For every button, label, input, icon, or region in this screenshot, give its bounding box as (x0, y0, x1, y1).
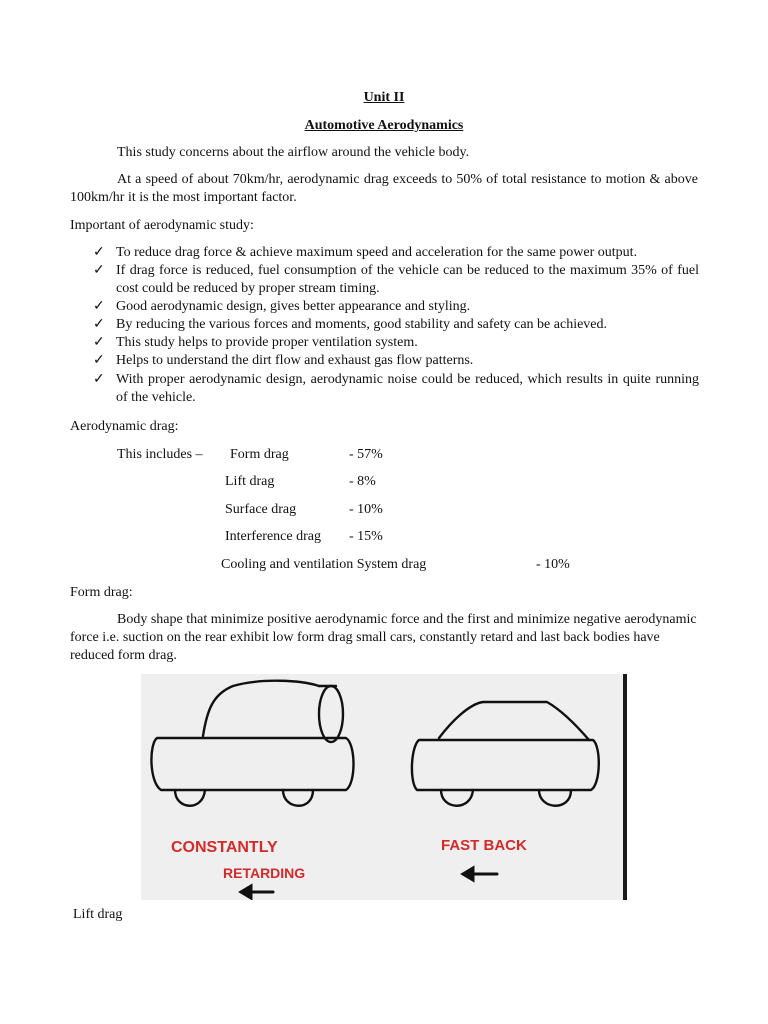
list-item: This study helps to provide proper ventilation system. (116, 335, 418, 350)
check-icon: ✓ (93, 372, 105, 387)
check-icon: ✓ (93, 245, 105, 260)
drag-intro: This includes – (117, 447, 203, 462)
car-shapes-figure (141, 674, 628, 900)
list-item: Helps to understand the dirt flow and exhaust gas flow patterns. (116, 353, 474, 368)
drag-item-name: Cooling and ventilation System drag (221, 557, 427, 572)
list-item: To reduce drag force & achieve maximum speed and acceleration for the same power output. (116, 245, 638, 260)
drag-item-name: Lift drag (225, 474, 275, 489)
check-icon: ✓ (93, 353, 105, 368)
importance-heading: Important of aerodynamic study: (70, 218, 254, 233)
intro-paragraph-1: This study concerns about the airflow around the vehicle body. (117, 145, 470, 160)
drag-item-name: Form drag (230, 447, 289, 462)
drag-item-name: Surface drag (225, 502, 297, 517)
list-item: By reducing the various forces and moments, good stability and safety can be achieved. (116, 317, 608, 332)
intro-paragraph-2: At a speed of about 70km/hr, aerodynamic drag exceeds to 50% of total resistance to motion & above 100km/hr it is the most important factor. (70, 172, 698, 205)
lift-drag-heading: Lift drag (73, 907, 123, 922)
check-icon: ✓ (93, 263, 105, 278)
drag-heading: Aerodynamic drag: (70, 419, 179, 434)
drag-item-value: - 57% (349, 447, 383, 462)
drag-item-value: - 15% (349, 529, 383, 544)
figure-canvas (141, 674, 628, 900)
list-item: If drag force is reduced, fuel consumption of the vehicle can be reduced to the maximum 35% of fuel cost could be reduced by proper stream timing. (116, 263, 699, 296)
drag-item-value: - 10% (349, 502, 383, 517)
list-item: Good aerodynamic design, gives better appearance and styling. (116, 299, 471, 314)
figure-background (141, 674, 623, 900)
drag-item-name: Interference drag (225, 529, 321, 544)
section-title: Automotive Aerodynamics (304, 118, 464, 133)
figure-label-constantly: CONSTANTLY (171, 839, 278, 856)
drag-item-value: - 8% (349, 474, 376, 489)
list-item: With proper aerodynamic design, aerodynamic noise could be reduced, which results in quite running of the vehicle. (116, 372, 699, 405)
figure-border (623, 674, 627, 900)
form-drag-heading: Form drag: (70, 585, 133, 600)
check-icon: ✓ (93, 335, 105, 350)
figure-label-fast-back: FAST BACK (441, 837, 527, 854)
unit-title: Unit II (363, 90, 405, 105)
check-icon: ✓ (93, 299, 105, 314)
drag-item-value: - 10% (536, 557, 570, 572)
check-icon: ✓ (93, 317, 105, 332)
form-drag-paragraph: Body shape that minimize positive aerodynamic force and the first and minimize negative aerodynamic force i.e. suction on the rear exhibit low form drag small cars, constantly retard and last back bodies have reduced form drag. (70, 612, 697, 663)
figure-label-retarding: RETARDING (223, 865, 306, 881)
